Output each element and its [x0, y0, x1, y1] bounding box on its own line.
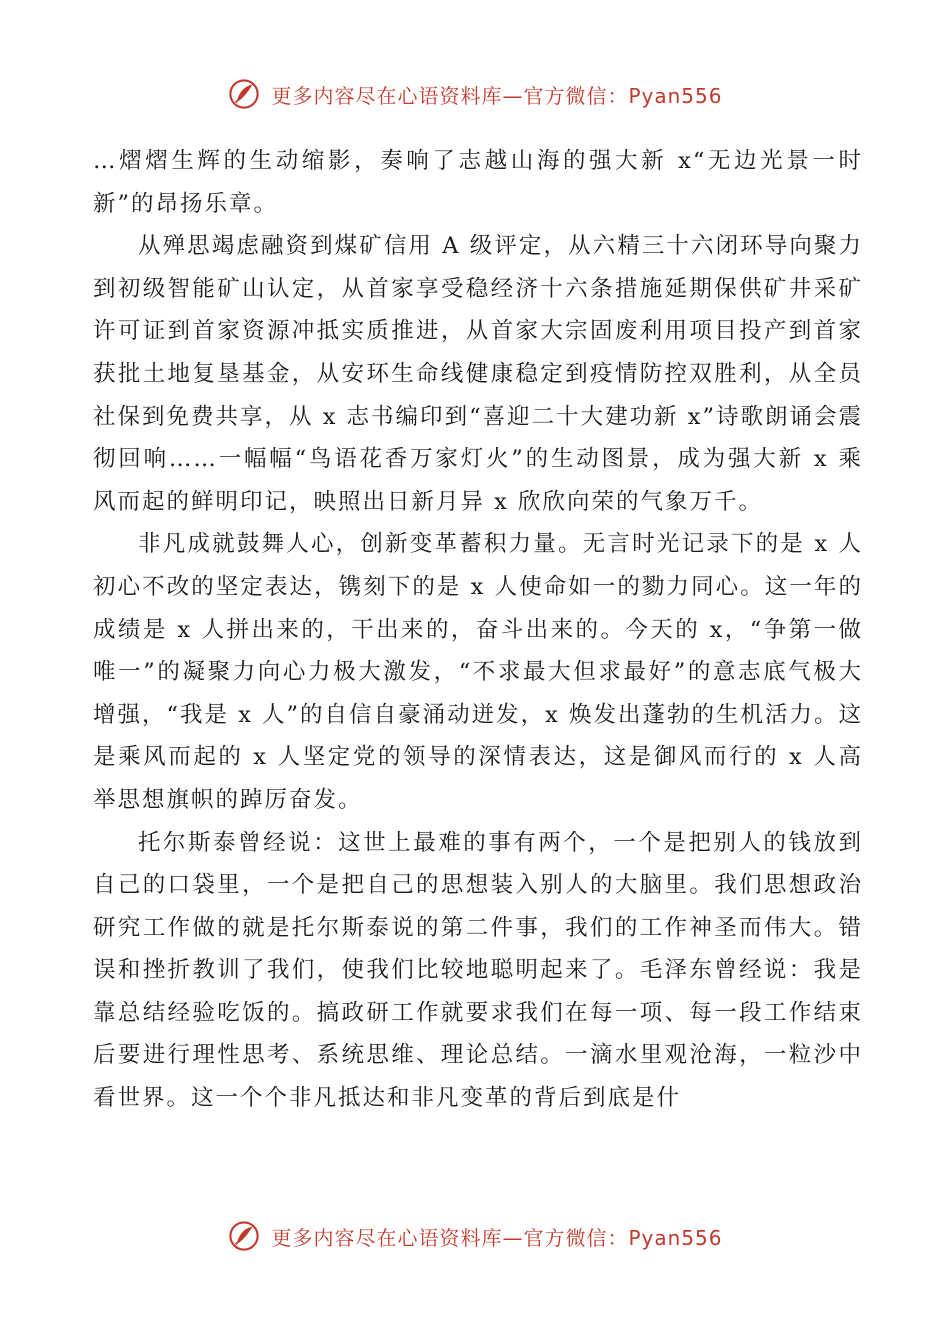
paragraph-2: 从殚思竭虑融资到煤矿信用 A 级评定，从六精三十六闭环导向聚力到初级智能矿山认定，从首家享受稳经济十六条措施延期保供矿井采矿许可证到首家资源冲抵实质推进，从首家大宗固废利用项目投产到首家获批土地复垦基金，从安环生命线健康稳定到疫情防控双胜利，从全员社保到免费共享，从 x 志书编印到“喜迎二十大建功新 x”诗歌朗诵会震彻回响……一幅幅“鸟语花香万家灯火”的生动图景，成为强大新 x 乘风而起的鲜明印记，映照出日新月异 x 欣欣向荣的气象万千。	[93, 233, 863, 515]
header-watermark-text: 更多内容尽在心语资料库—官方微信：Pyan556	[271, 83, 723, 108]
footer-watermark	[0, 1212, 950, 1260]
header-watermark	[0, 70, 950, 118]
footer-watermark-text: 更多内容尽在心语资料库—官方微信：Pyan556	[271, 1225, 723, 1250]
paragraph-3: 非凡成就鼓舞人心，创新变革蓄积力量。无言时光记录下的是 x 人初心不改的坚定表达，镌刻下的是 x 人使命如一的勠力同心。这一年的成绩是 x 人拼出来的，干出来的，奋斗出来的。今天的 x，“争第一做唯一”的凝聚力向心力极大激发，“不求最大但求最好”的意志底气极大增强，“我是 x 人”的自信自豪涌动迸发，x 焕发出蓬勃的生机活力。这是乘风而起的 x 人坚定党的领导的深情表达，这是御风而行的 x 人高举思想旗帜的踔厉奋发。	[93, 531, 863, 813]
paragraph-1: …熠熠生辉的生动缩影，奏响了志越山海的强大新 x“无边光景一时新”的昂扬乐章。	[93, 148, 863, 217]
logo-icon	[227, 77, 261, 111]
logo-icon	[227, 1219, 261, 1253]
paragraph-4: 托尔斯泰曾经说：这世上最难的事有两个，一个是把别人的钱放到自己的口袋里，一个是把自己的思想装入别人的大脑里。我们思想政治研究工作做的就是托尔斯泰说的第二件事，我们的工作神圣而伟大。错误和挫折教训了我们，使我们比较地聪明起来了。毛泽东曾经说：我是靠总结经验吃饭的。搞政研工作就要求我们在每一项、每一段工作结束后要进行理性思考、系统思维、理论总结。一滴水里观沧海，一粒沙中看世界。这一个个非凡抵达和非凡变革的背后到底是什	[93, 829, 863, 1112]
document-body	[93, 140, 863, 1120]
